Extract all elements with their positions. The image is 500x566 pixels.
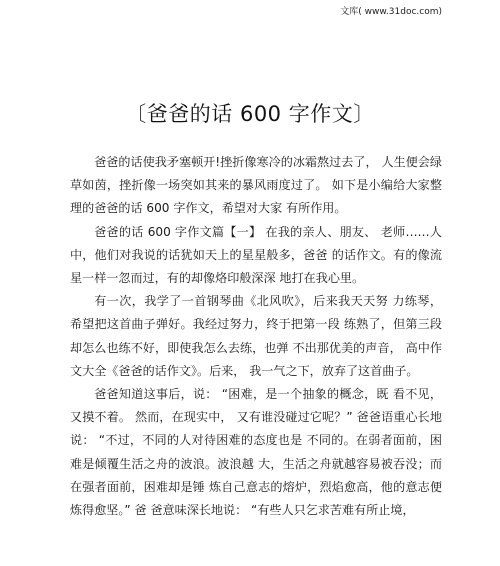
document-body [70, 151, 442, 522]
source-watermark: 文库( www.31doc.com) [340, 7, 442, 17]
document-title: 〔爸爸的话 600 字作文〕 [125, 102, 375, 126]
paragraph: 爸爸知道这事后，说： “困难，是一个抽象的概念，既 看不见，又摸不着。 然而，在现实中， 又有谁没碰过它呢？” 爸爸语重心长地说： “不过，不同的人对待困难的态度也是 不同的。在弱者面前，困难是倾覆生活之舟的波浪。波浪越 大，生活之舟就越容易被吞没；而在强者面前，困难却是锤 炼自己意志的熔炉，烈焰愈高，他的意志便炼得愈坚。” 爸 爸意味深长地说： “有些人只乞求苦难有所止境， [70, 387, 442, 518]
paragraph: 爸爸的话使我矛塞顿开!挫折像寒冷的冰霜熬过去了， 人生便会绿草如茵，挫折像一场突如其来的暴风雨度过了。 如下是小编给大家整理的爸爸的话 600 字作文，希望对大家 有所作用。 [70, 155, 442, 216]
paragraph: 爸爸的话 600 字作文篇【一】 在我的亲人、朋友、 老师……人中，他们对我说的话犹如天上的星星般多，爸爸 的话作文。有的像流星一样一忽而过，有的却像烙印般深深 地打在我心里。 [70, 224, 442, 286]
paragraph: 有一次，我学了一首钢琴曲《北风吹》，后来我天天努 力练琴，希望把这首曲子弹好。我经过努力，终于把第一段 练熟了，但第三段却怎么也练不好，即使我怎么去练，也弹 不出那优美的声音， 高中作文大全《爸爸的话作文》。后来， 我一气之下，放弃了这首曲子。 [70, 294, 442, 378]
